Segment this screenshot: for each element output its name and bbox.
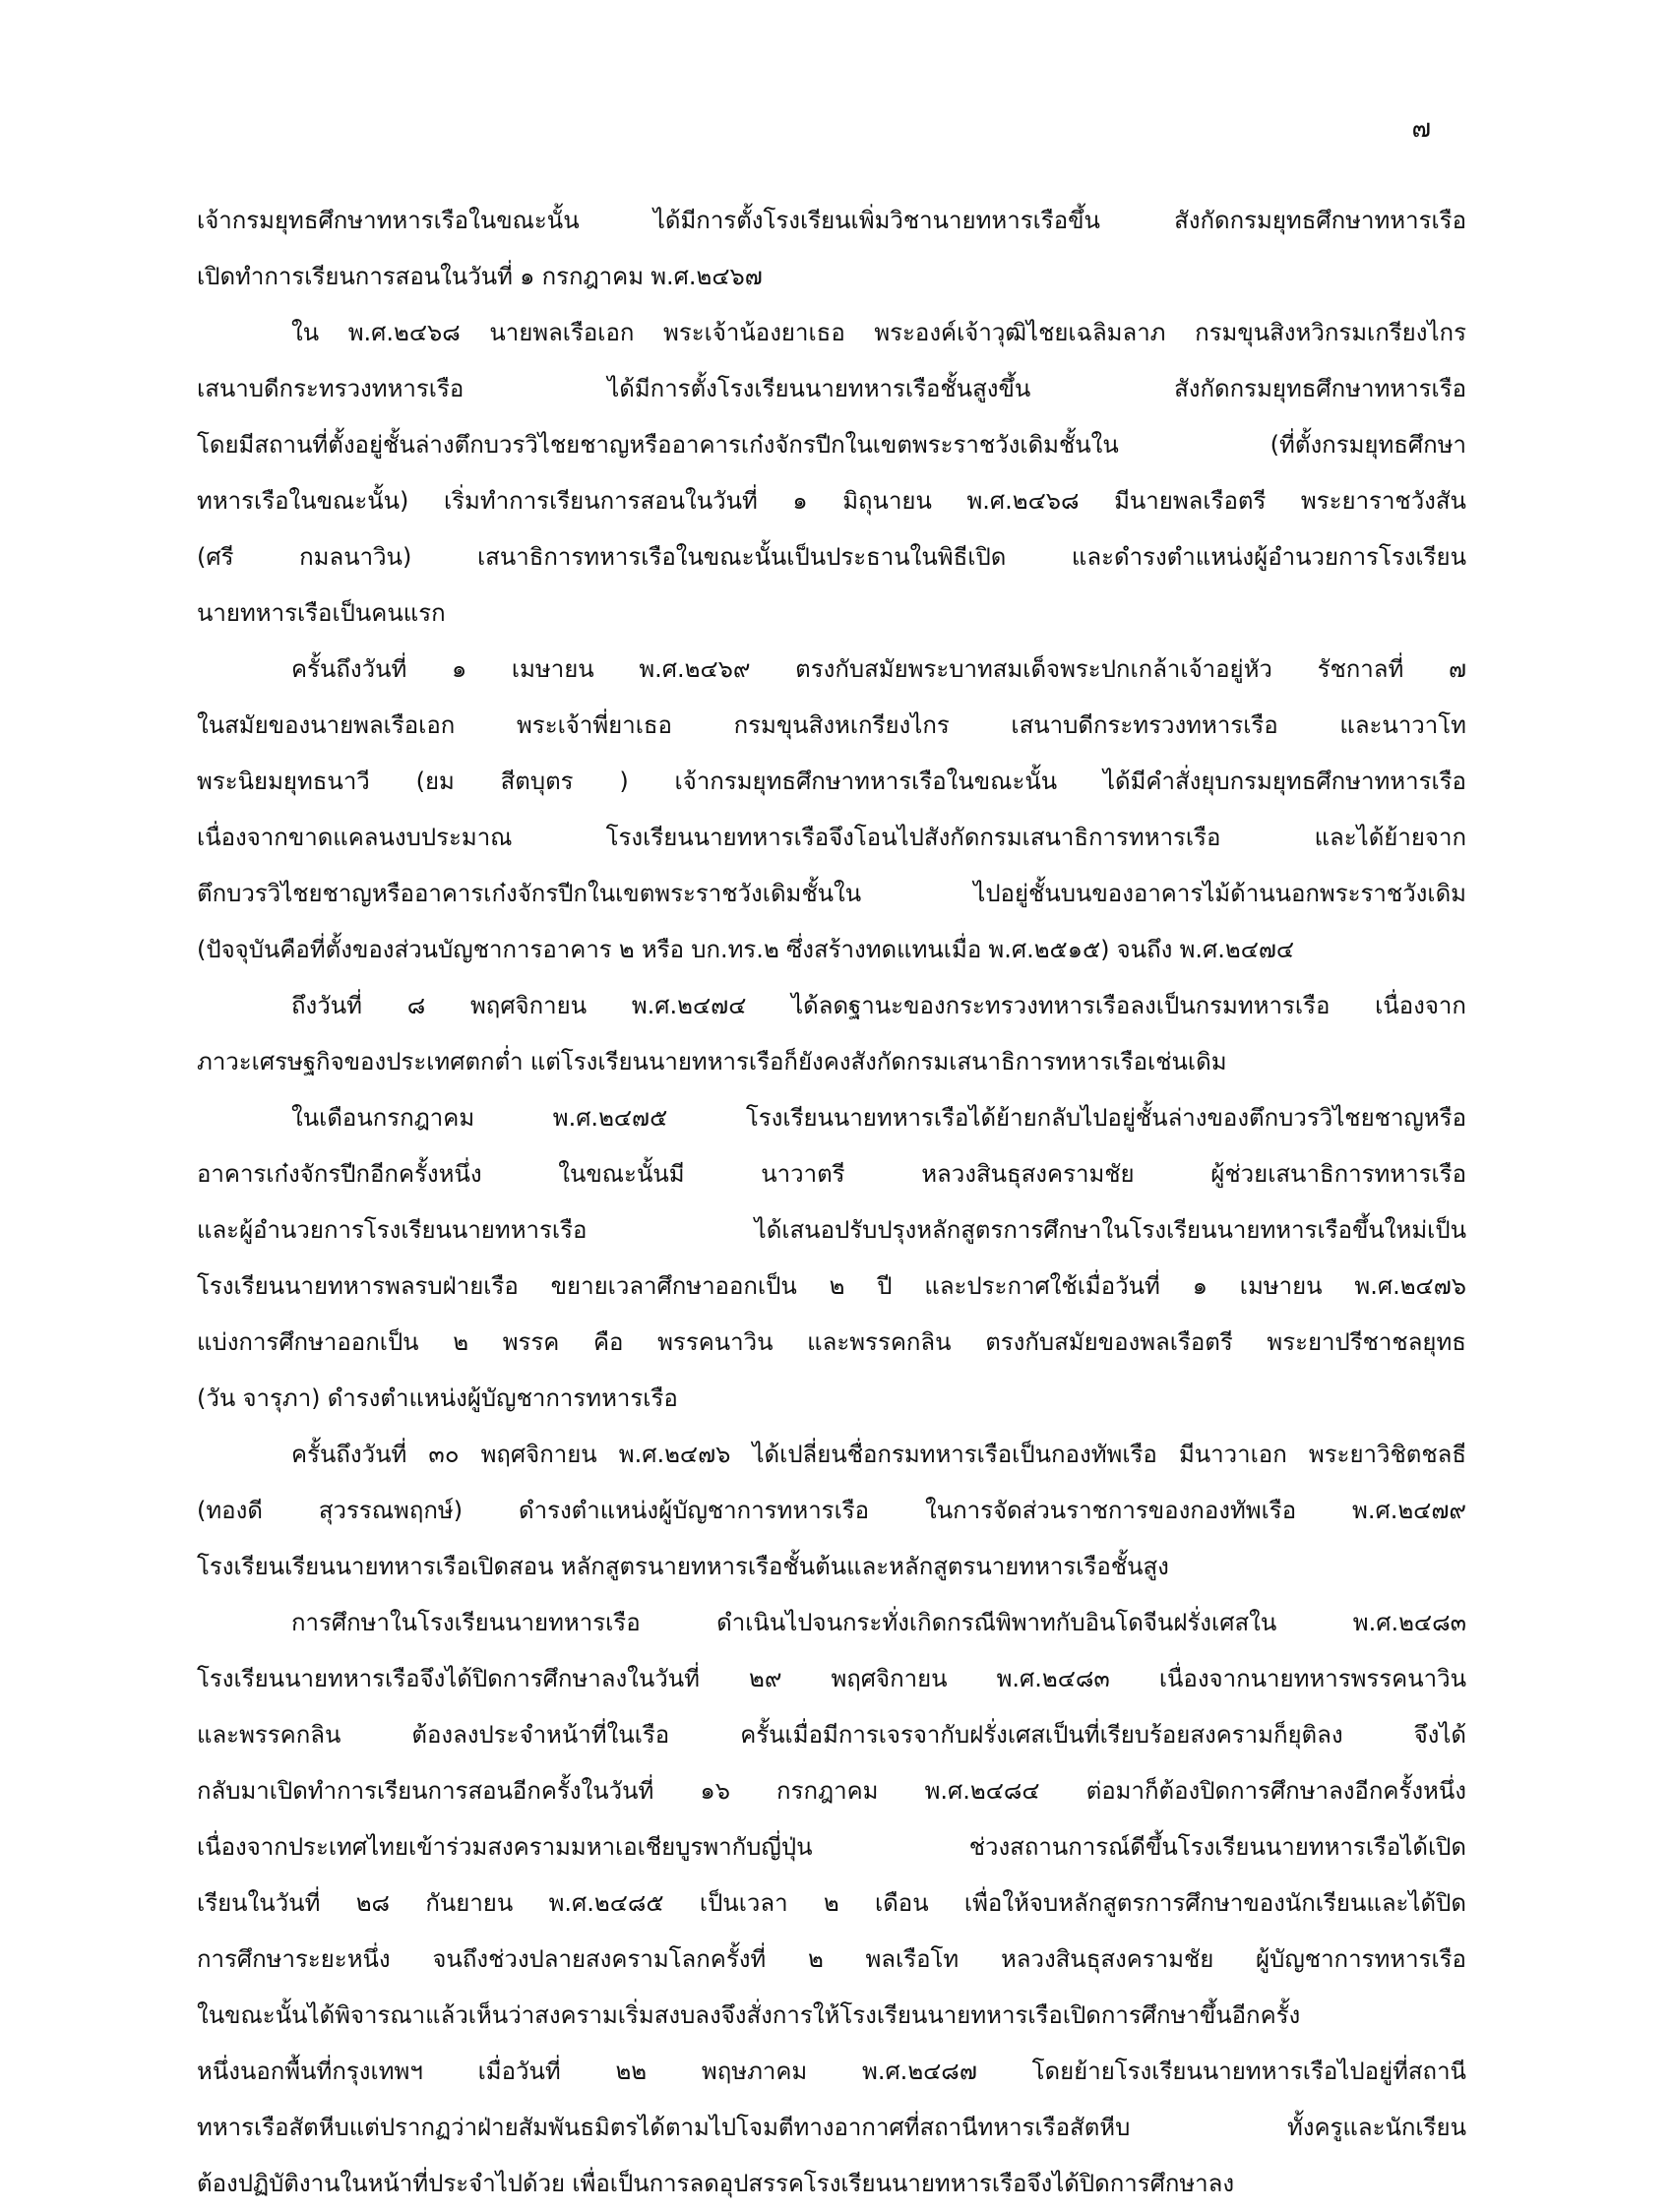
text-line: (วัน จารุภา) ดำรงตำแหน่งผู้บัญชาการทหารเรือ xyxy=(197,1384,678,1412)
page-number: ๗ xyxy=(1411,114,1431,144)
text-line: เจ้ากรมยุทธศึกษาทหารเรือในขณะนั้น ได้มีการตั้งโรงเรียนเพิ่มวิชานายทหารเรือขึ้น สังกัดกรมยุทธศึกษาทหารเรือ xyxy=(197,207,1466,234)
paragraph xyxy=(197,193,1466,305)
text-line: เสนาบดีกระทรวงทหารเรือ ได้มีการตั้งโรงเรียนนายทหารเรือชั้นสูงขึ้น สังกัดกรมยุทธศึกษาทหารเรือ xyxy=(197,375,1466,402)
text-line: กลับมาเปิดทำการเรียนการสอนอีกครั้งในวันที่ ๑๖ กรกฎาคม พ.ศ.๒๔๘๔ ต่อมาก็ต้องปิดการศึกษาลงอีกครั้งหนึ่ง xyxy=(197,1777,1466,1805)
text-line: และพรรคกลิน ต้องลงประจำหน้าที่ในเรือ ครั้นเมื่อมีการเจรจากับฝรั่งเศสเป็นที่เรียบร้อยสงครามก็ยุติลง จึงได้ xyxy=(197,1721,1466,1749)
text-line: (ศรี กมลนาวิน) เสนาธิการทหารเรือในขณะนั้นเป็นประธานในพิธีเปิด และดำรงตำแหน่งผู้อำนวยการโรงเรียน xyxy=(197,543,1466,571)
paragraph xyxy=(197,642,1466,978)
text-line: เนื่องจากประเทศไทยเข้าร่วมสงครามมหาเอเชียบูรพากับญี่ปุ่น ช่วงสถานการณ์ดีขึ้นโรงเรียนนายทหารเรือได้เปิด xyxy=(197,1833,1466,1861)
text-line: การศึกษาในโรงเรียนนายทหารเรือ ดำเนินไปจนกระทั่งเกิดกรณีพิพาทกับอินโดจีนฝรั่งเศสใน พ.ศ.๒๔๘๓ xyxy=(291,1609,1466,1636)
paragraph xyxy=(197,305,1466,642)
text-line: ครั้นถึงวันที่ ๑ เมษายน พ.ศ.๒๔๖๙ ตรงกับสมัยพระบาทสมเด็จพระปกเกล้าเจ้าอยู่หัว รัชกาลที่ ๗ xyxy=(291,655,1466,683)
text-line: ภาวะเศรษฐกิจของประเทศตกต่ำ แต่โรงเรียนนายทหารเรือก็ยังคงสังกัดกรมเสนาธิการทหารเรือเช่นเดิม xyxy=(197,1048,1227,1075)
text-line: ทหารเรือในขณะนั้น) เริ่มทำการเรียนการสอนในวันที่ ๑ มิถุนายน พ.ศ.๒๔๖๘ มีนายพลเรือตรี พระยาราชวังสัน xyxy=(197,487,1466,515)
text-line: ต้องปฏิบัติงานในหน้าที่ประจำไปด้วย เพื่อเป็นการลดอุปสรรคโรงเรียนนายทหารเรือจึงได้ปิดการศึกษาลง xyxy=(197,2170,1235,2197)
text-line: อาคารเก๋งจักรปีกอีกครั้งหนึ่ง ในขณะนั้นมี นาวาตรี หลวงสินธุสงครามชัย ผู้ช่วยเสนาธิการทหารเรือ xyxy=(197,1160,1466,1188)
body-text xyxy=(197,193,1466,2212)
text-line: ครั้นถึงวันที่ ๓๐ พฤศจิกายน พ.ศ.๒๔๗๖ ได้เปลี่ยนชื่อกรมทหารเรือเป็นกองทัพเรือ มีนาวาเอก พระยาวิชิตชลธี xyxy=(291,1441,1466,1468)
text-line: นายทหารเรือเป็นคนแรก xyxy=(197,599,446,627)
text-line: ในขณะนั้นได้พิจารณาแล้วเห็นว่าสงครามเริ่มสงบลงจึงสั่งการให้โรงเรียนนายทหารเรือเปิดการศึกษาขึ้นอีกครั้ง xyxy=(197,2001,1301,2029)
paragraph xyxy=(197,1427,1466,1595)
text-line: โรงเรียนนายทหารพลรบฝ่ายเรือ ขยายเวลาศึกษาออกเป็น ๒ ปี และประกาศใช้เมื่อวันที่ ๑ เมษายน พ.ศ.๒๔๗๖ xyxy=(197,1272,1466,1300)
text-line: ทหารเรือสัตหีบแต่ปรากฏว่าฝ่ายสัมพันธมิตรได้ตามไปโจมตีทางอากาศที่สถานีทหารเรือสัตหีบ ทั้งครูและนักเรียน xyxy=(197,2114,1466,2141)
text-line: โดยมีสถานที่ตั้งอยู่ชั้นล่างตึกบวรวิไชยชาญหรืออาคารเก๋งจักรปีกในเขตพระราชวังเดิมชั้นใน (ที่ตั้งกรมยุทธศึกษา xyxy=(197,431,1466,459)
text-line: ถึงวันที่ ๘ พฤศจิกายน พ.ศ.๒๔๗๔ ได้ลดฐานะของกระทรวงทหารเรือลงเป็นกรมทหารเรือ เนื่องจาก xyxy=(291,992,1466,1019)
paragraph xyxy=(197,1595,1466,2212)
text-line: (ทองดี สุวรรณพฤกษ์) ดำรงตำแหน่งผู้บัญชาการทหารเรือ ในการจัดส่วนราชการของกองทัพเรือ พ.ศ.๒๔๗๙ xyxy=(197,1497,1466,1524)
text-line: ตึกบวรวิไชยชาญหรืออาคารเก๋งจักรปีกในเขตพระราชวังเดิมชั้นใน ไปอยู่ชั้นบนของอาคารไม้ด้านนอกพระราชวังเดิม xyxy=(197,880,1466,907)
text-line: ในเดือนกรกฎาคม พ.ศ.๒๔๗๕ โรงเรียนนายทหารเรือได้ย้ายกลับไปอยู่ชั้นล่างของตึกบวรวิไชยชาญหรือ xyxy=(291,1104,1466,1132)
text-line: การศึกษาระยะหนึ่ง จนถึงช่วงปลายสงครามโลกครั้งที่ ๒ พลเรือโท หลวงสินธุสงครามชัย ผู้บัญชาการทหารเรือ xyxy=(197,1945,1466,1973)
text-line: ในสมัยของนายพลเรือเอก พระเจ้าพี่ยาเธอ กรมขุนสิงหเกรียงไกร เสนาบดีกระทรวงทหารเรือ และนาวาโท xyxy=(197,711,1466,739)
text-line: เรียนในวันที่ ๒๘ กันยายน พ.ศ.๒๔๘๕ เป็นเวลา ๒ เดือน เพื่อให้จบหลักสูตรการศึกษาของนักเรียนและได้ปิด xyxy=(197,1889,1466,1917)
paragraph xyxy=(197,1090,1466,1427)
text-line: พระนิยมยุทธนาวี (ยม สีตบุตร ) เจ้ากรมยุทธศึกษาทหารเรือในขณะนั้น ได้มีคำสั่งยุบกรมยุทธศึกษาทหารเรือ xyxy=(197,768,1466,795)
text-line: (ปัจจุบันคือที่ตั้งของส่วนบัญชาการอาคาร ๒ หรือ บก.ทร.๒ ซึ่งสร้างทดแทนเมื่อ พ.ศ.๒๕๑๕) จนถึง พ.ศ.๒๔๗๔ xyxy=(197,936,1295,963)
paragraph xyxy=(197,978,1466,1090)
text-line: เปิดทำการเรียนการสอนในวันที่ ๑ กรกฎาคม พ.ศ.๒๔๖๗ xyxy=(197,263,763,290)
text-line: หนึ่งนอกพื้นที่กรุงเทพฯ เมื่อวันที่ ๒๒ พฤษภาคม พ.ศ.๒๔๘๗ โดยย้ายโรงเรียนนายทหารเรือไปอยู่ที่สถานี xyxy=(197,2058,1466,2085)
text-line: แบ่งการศึกษาออกเป็น ๒ พรรค คือ พรรคนาวิน และพรรคกลิน ตรงกับสมัยของพลเรือตรี พระยาปรีชาชลยุทธ xyxy=(197,1328,1466,1356)
text-line: และผู้อำนวยการโรงเรียนนายทหารเรือ ได้เสนอปรับปรุงหลักสูตรการศึกษาในโรงเรียนนายทหารเรือขึ้นใหม่เป็น xyxy=(197,1216,1466,1244)
text-line: โรงเรียนเรียนนายทหารเรือเปิดสอน หลักสูตรนายทหารเรือชั้นต้นและหลักสูตรนายทหารเรือชั้นสูง xyxy=(197,1553,1169,1580)
text-line: ใน พ.ศ.๒๔๖๘ นายพลเรือเอก พระเจ้าน้องยาเธอ พระองค์เจ้าวุฒิไชยเฉลิมลาภ กรมขุนสิงหวิกรมเกรียงไกร xyxy=(291,319,1466,346)
text-line: โรงเรียนนายทหารเรือจึงได้ปิดการศึกษาลงในวันที่ ๒๙ พฤศจิกายน พ.ศ.๒๔๘๓ เนื่องจากนายทหารพรรคนาวิน xyxy=(197,1665,1466,1692)
text-line: เนื่องจากขาดแคลนงบประมาณ โรงเรียนนายทหารเรือจึงโอนไปสังกัดกรมเสนาธิการทหารเรือ และได้ย้ายจาก xyxy=(197,824,1466,851)
